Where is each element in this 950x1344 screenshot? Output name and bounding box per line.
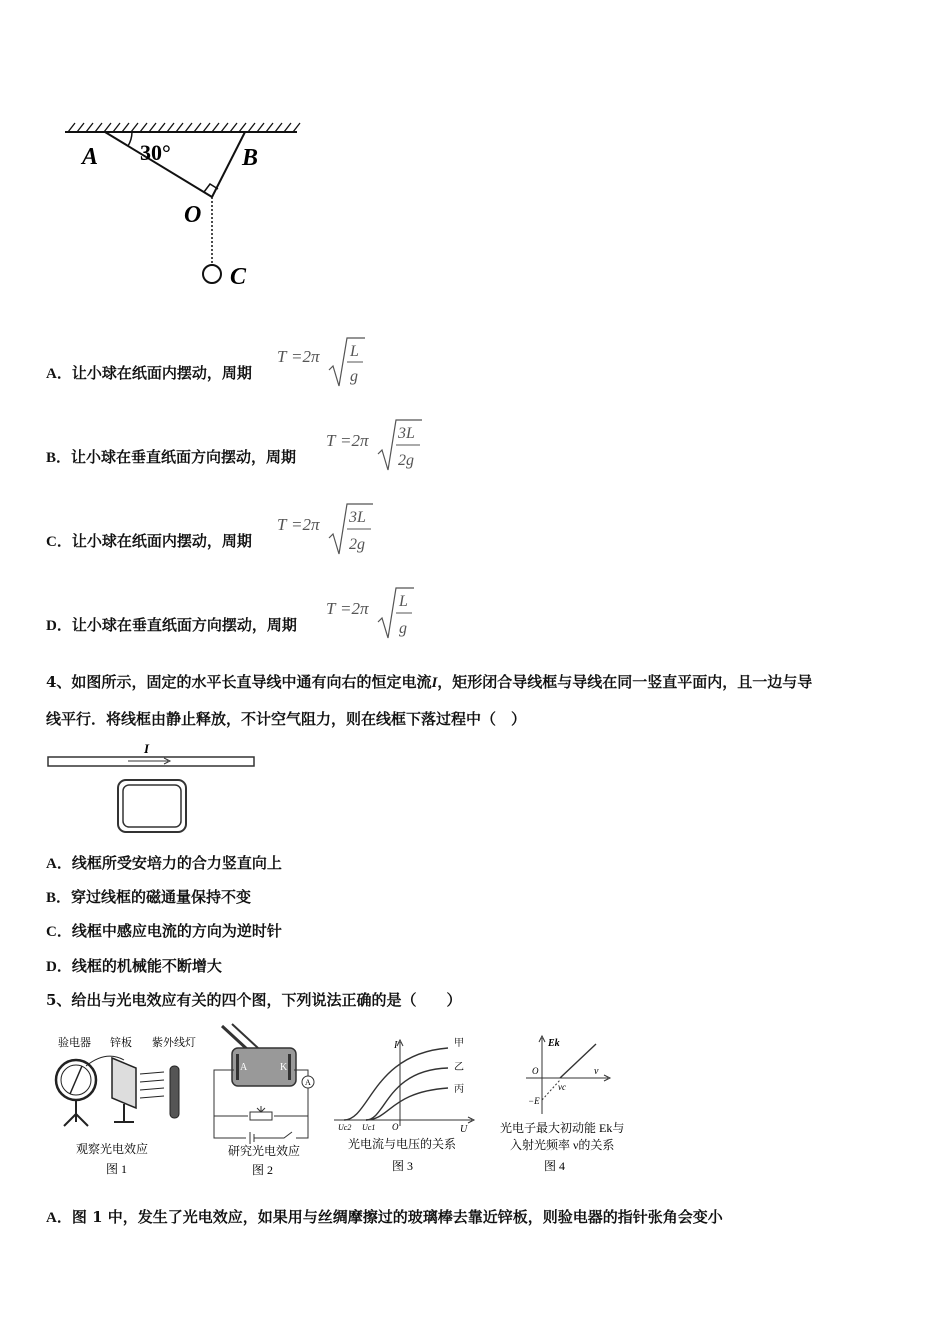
svg-text:K: K (280, 1062, 288, 1073)
option-text: 让小球在垂直纸面方向摆动，周期 (71, 616, 297, 634)
ceiling-hatch (86, 123, 93, 132)
label-o: O (184, 202, 202, 228)
ceiling-hatch (95, 123, 102, 132)
ceiling (65, 123, 300, 132)
ceiling-hatch (104, 123, 111, 132)
svg-text:ν: ν (594, 1066, 599, 1077)
ceiling-hatch (230, 123, 237, 132)
svg-text:=2π: =2π (340, 431, 369, 450)
ceiling-hatch (158, 123, 165, 132)
option-text: 让小球在纸面内摆动，周期 (71, 532, 252, 550)
ceiling-hatch (68, 123, 75, 132)
formula-d (326, 586, 416, 640)
label-c: C (230, 264, 247, 290)
q4-option-b[interactable]: B．穿过线框的磁通量保持不变 (46, 888, 252, 906)
ceiling-hatch (149, 123, 156, 132)
svg-text:2g: 2g (349, 536, 365, 553)
ceiling-hatch (275, 123, 282, 132)
svg-text:=2π: =2π (340, 599, 369, 618)
uv-lamp (170, 1066, 179, 1118)
svg-text:锌板: 锌板 (110, 1037, 132, 1049)
q3-option-b[interactable] (46, 419, 297, 466)
svg-text:观察光电效应: 观察光电效应 (76, 1142, 149, 1156)
svg-text:O: O (392, 1122, 399, 1132)
svg-text:乙: 乙 (454, 1062, 464, 1073)
svg-text:g: g (399, 620, 407, 637)
svg-text:验电器: 验电器 (58, 1037, 91, 1049)
svg-text:T: T (277, 347, 287, 366)
wire-loop-inner (123, 785, 181, 827)
svg-text:2g: 2g (398, 452, 414, 469)
formula-b (326, 418, 426, 472)
svg-text:图 3: 图 3 (392, 1159, 414, 1173)
svg-text:I: I (394, 1040, 398, 1051)
option-text: 让小球在垂直纸面方向摆动，周期 (71, 448, 297, 466)
q5-stem: 5、给出与光电效应有关的四个图，下列说法正确的是（ ） (46, 991, 462, 1009)
svg-text:Uc2: Uc2 (338, 1123, 352, 1132)
svg-text:T: T (326, 431, 336, 450)
svg-text:=2π: =2π (291, 515, 320, 534)
svg-text:νc: νc (558, 1082, 566, 1092)
zinc-plate (112, 1058, 136, 1108)
ceiling-hatch (221, 123, 228, 132)
q3-option-a[interactable] (46, 335, 252, 382)
option-letter: D． (46, 618, 72, 634)
svg-text:研究光电效应: 研究光电效应 (228, 1144, 301, 1158)
label-b: B (242, 145, 259, 171)
svg-text:光电流与电压的关系: 光电流与电压的关系 (348, 1137, 457, 1151)
svg-text:3L: 3L (349, 509, 366, 526)
option-letter: B． (46, 450, 72, 466)
ball-c (203, 265, 221, 283)
q4-option-d[interactable]: D．线框的机械能不断增大 (46, 957, 222, 975)
svg-text:3L: 3L (398, 425, 415, 442)
ceiling-hatch (176, 123, 183, 132)
ceiling-hatch (131, 123, 138, 132)
q5-option-a[interactable]: A．图 1 中，发生了光电效应，如果用与丝绸摩擦过的玻璃棒去靠近锌板，则验电器的指针张角会变小 (46, 1208, 723, 1226)
svg-text:L: L (399, 593, 408, 610)
q3-option-d[interactable] (46, 587, 297, 634)
ceiling-hatch (293, 123, 300, 132)
formula-a (277, 336, 367, 388)
q4-option-a[interactable]: A．线框所受安培力的合力竖直向上 (46, 854, 282, 872)
svg-text:Uc1: Uc1 (362, 1123, 376, 1132)
q4-stem-line1: 4、如图所示，固定的水平长直导线中通有向右的恒定电流I，矩形闭合导线框与导线在同一竖直平面内，且一边与导 (46, 673, 813, 691)
option-letter: A． (46, 366, 72, 382)
ceiling-hatch (77, 123, 84, 132)
svg-text:T: T (326, 599, 336, 618)
ceiling-hatch (248, 123, 255, 132)
svg-text:紫外线灯: 紫外线灯 (152, 1037, 196, 1049)
svg-text:图 1: 图 1 (106, 1162, 128, 1176)
svg-text:=2π: =2π (291, 347, 320, 366)
ceiling-hatch (257, 123, 264, 132)
ek-v-fig4 (496, 1030, 636, 1180)
q4-stem-line2: 线平行．将线框由静止释放，不计空气阻力，则在线框下落过程中（ ） (46, 710, 527, 728)
current-symbol: I (431, 675, 438, 691)
label-angle: 30° (140, 140, 171, 165)
svg-text:U: U (460, 1124, 468, 1135)
svg-text:A: A (305, 1078, 311, 1087)
svg-text:Ek: Ek (548, 1038, 560, 1049)
angle-arc (128, 132, 132, 146)
svg-text:图 2: 图 2 (252, 1163, 274, 1177)
ceiling-hatch (266, 123, 273, 132)
svg-text:−E: −E (528, 1096, 540, 1106)
option-text: 让小球在纸面内摆动，周期 (71, 364, 252, 382)
q4-option-c[interactable]: C．线框中感应电流的方向为逆时针 (46, 922, 282, 940)
ceiling-hatch (239, 123, 246, 132)
option-letter: C． (46, 534, 72, 550)
ceiling-hatch (212, 123, 219, 132)
current-label: I (144, 741, 150, 756)
string-bo (212, 132, 245, 197)
svg-text:图 4: 图 4 (544, 1159, 566, 1173)
ceiling-hatch (167, 123, 174, 132)
svg-text:T: T (277, 515, 287, 534)
svg-text:光电子最大初动能 Ek与: 光电子最大初动能 Ek与 (500, 1121, 625, 1135)
svg-text:A: A (240, 1062, 248, 1073)
svg-text:丙: 丙 (454, 1084, 464, 1095)
iu-curve-fig3 (330, 1034, 480, 1180)
photoelectric-fig2 (208, 1020, 328, 1180)
q3-option-c[interactable] (46, 503, 252, 550)
photoelectric-fig1 (46, 1030, 206, 1180)
svg-text:入射光频率 ν的关系: 入射光频率 ν的关系 (510, 1138, 615, 1152)
svg-text:甲: 甲 (454, 1038, 464, 1049)
pendulum-figure (60, 118, 310, 298)
svg-text:O: O (532, 1066, 539, 1076)
ceiling-hatch (185, 123, 192, 132)
wire-loop-outer (118, 780, 186, 832)
ceiling-hatch (140, 123, 147, 132)
svg-text:g: g (350, 368, 358, 385)
ceiling-hatch (122, 123, 129, 132)
formula-c (277, 502, 377, 556)
label-a: A (82, 144, 99, 170)
ceiling-hatch (113, 123, 120, 132)
ceiling-hatch (284, 123, 291, 132)
ceiling-hatch (194, 123, 201, 132)
svg-text:L: L (350, 343, 359, 360)
ceiling-hatch (203, 123, 210, 132)
wire-frame-figure (46, 740, 258, 836)
